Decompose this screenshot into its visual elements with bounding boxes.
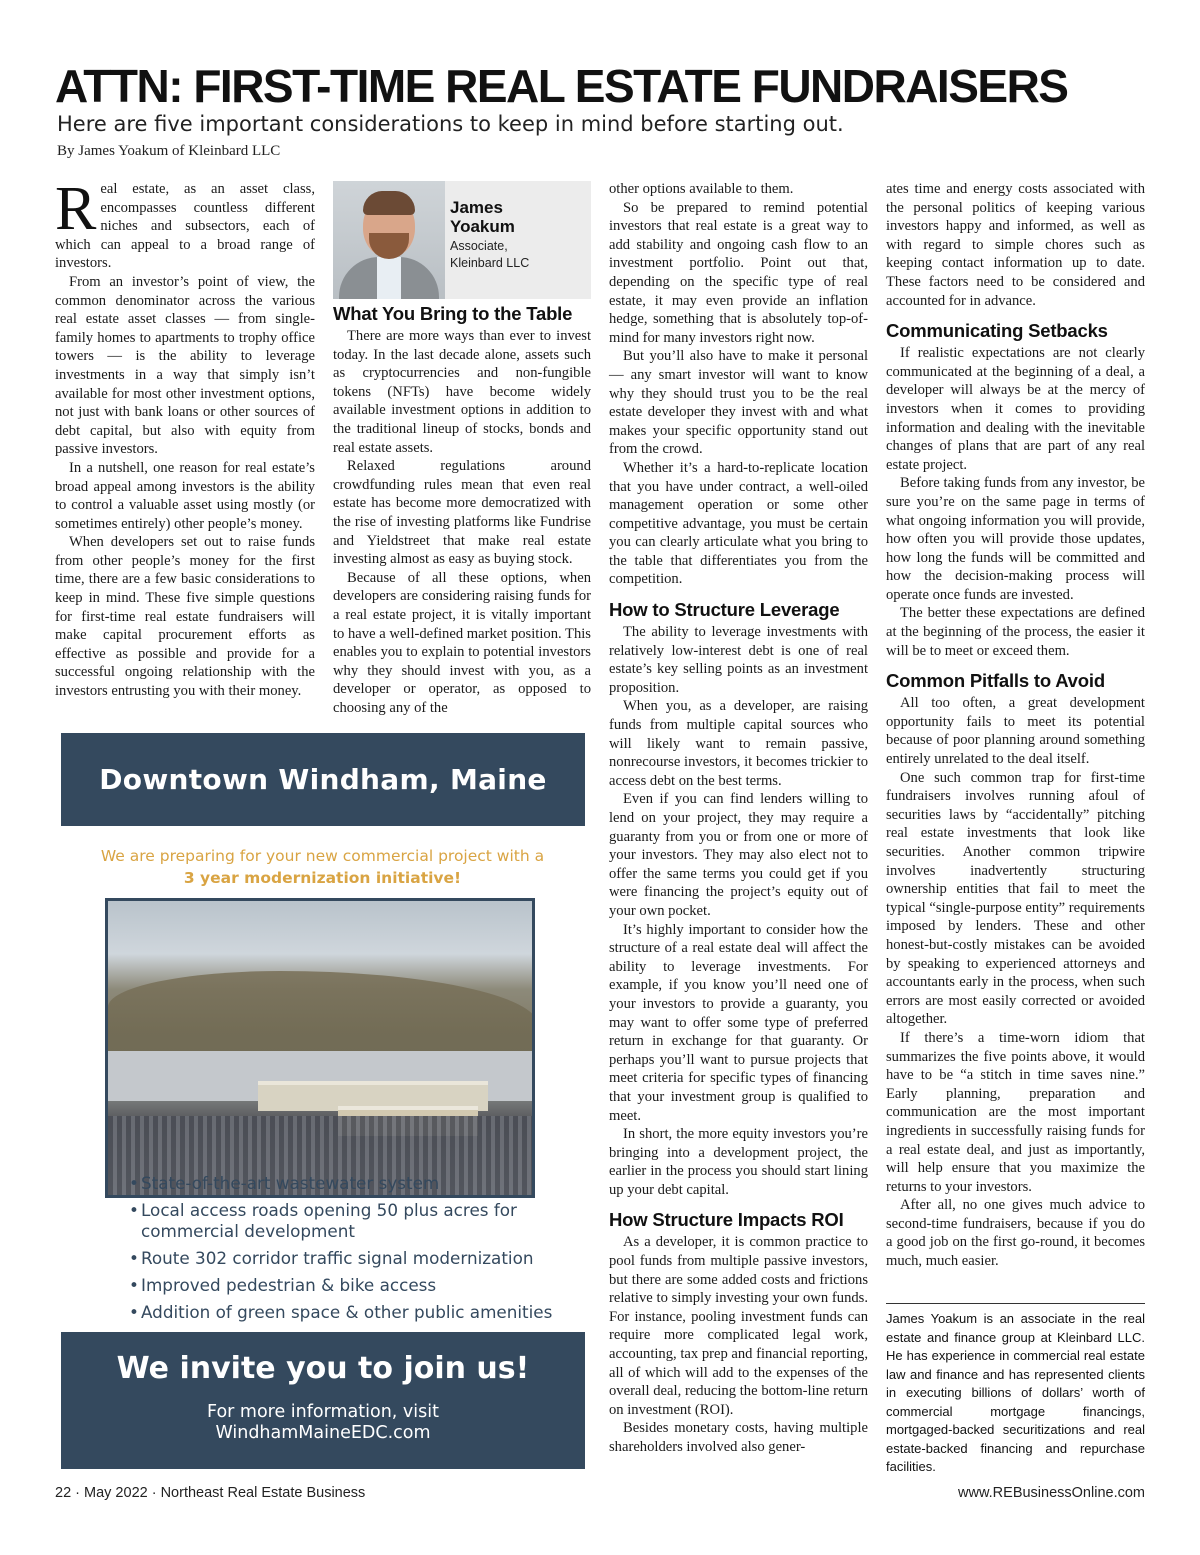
- column-4: [886, 180, 1145, 1271]
- ad-invite-text: We invite you to join us!: [116, 1351, 530, 1386]
- bullet-icon: •: [129, 1302, 139, 1322]
- ad-title: Downtown Windham, Maine: [99, 763, 547, 796]
- author-title: Associate, Kleinbard LLC: [450, 239, 530, 270]
- paragraph: If realistic expectations are not clearly communicated at the beginning of a deal, a developer will always be at the mercy of investors when it comes to providing information and dealing with the inevitable changes of plans that are part of any real estate project.: [886, 345, 1145, 473]
- paragraph: There are more ways than ever to invest today. In the last decade alone, assets such as cryptocurrencies and non-fungible tokens (NFTs) have become widely available investment options in addition to the traditional lineup of stocks, bonds and real estate assets.: [333, 328, 591, 456]
- paragraph: So be prepared to remind potential investors that real estate is a great way to add stability and ongoing cash flow to an investment portfolio. Point out that, depending on the specific type of real estate, it may even provide an inflation hedge, something that is absolutely top-of-mind for many investors right now.: [609, 199, 868, 346]
- byline: By James Yoakum of Kleinbard LLC: [57, 143, 281, 159]
- column-3: [609, 180, 868, 1457]
- paragraph: But you’ll also have to make it personal — any smart investor will want to know why they should trust you to be the real estate developer they invest with and what makes your specific opportunity stand out from the crowd.: [609, 348, 868, 458]
- paragraph: It’s highly important to consider how the structure of a real estate deal will affect the ability to leverage investments. For example, if you know you’ll need one of your investors to provide a guaranty, you may want to offer some type of preferred return in exchange for that guaranty. Or perhaps you’ll want to pursue projects that meet criteria for specific types of financing that your investment group is qualified to meet.: [609, 921, 868, 1124]
- bullet-icon: •: [129, 1173, 139, 1193]
- paragraph: The ability to leverage investments with relatively low-interest debt is one of real estate’s key selling points as an investment proposition.: [609, 624, 868, 696]
- paragraph: The better these expectations are defined at the beginning of the process, the easier it will be to meet or exceed them.: [886, 605, 1145, 659]
- intro-paragraph: Real estate, as an asset class, encompasses countless different niches and subsectors, each of which can appeal to a broad range of investors.: [55, 175, 315, 272]
- paragraph: One such common trap for first-time fundraisers involves running afoul of securities laws by “accidentally” pitching real estate investments that look like securities. Another common tripwire involves inadvertently structuring ownership entities that fail to meet the typical “single-purpose entity” requirements imposed by lenders. These and other honest-but-costly mistakes can be avoided by speaking to experienced attorneys and accountants early in the process, when such errors are most easily corrected or avoided altogether.: [886, 769, 1145, 1028]
- paragraph: If there’s a time-worn idiom that summarizes the five points above, it would have to be “a stitch in time saves nine.” Early planning, preparation and communication are the most important ingredients in successfully raising funds for a real estate deal, and just as importantly, will help ensure that you maximize the returns to your investors.: [886, 1029, 1145, 1195]
- paragraph: Because of all these options, when developers are considering raising funds for a real estate project, it is vitally important to have a well-defined market position. This enables you to explain to potential investors why they should invest with you, as a developer or operator, as opposed to choosing any of the: [333, 569, 591, 716]
- windham-advertisement[interactable]: [57, 733, 588, 1473]
- list-item: • Route 302 corridor traffic signal modernization: [129, 1248, 534, 1268]
- paragraph: Even if you can find lenders willing to lend on your project, they may require a guaranty from you or from one or more of your investors. They may also elect not to offer the same terms you could get if you were financing the project’s equity out of your own pocket.: [609, 791, 868, 919]
- bullet-icon: •: [129, 1200, 139, 1220]
- author-box: [333, 181, 591, 299]
- bullet-icon: •: [129, 1275, 139, 1295]
- author-bio: James Yoakum is an associate in the real estate and finance group at Kleinbard LLC. He has experience in commercial real estate law and finance and has represented clients in executing billions of dollars’ worth of commercial mortgage financings, mortgaged-backed securitizations and real estate-backed financing and repurchase facilities.: [886, 1311, 1145, 1474]
- headline: ATTN: FIRST-TIME REAL ESTATE FUNDRAISERS: [55, 60, 1068, 112]
- list-item: • Local access roads opening 50 plus acres for commercial development: [129, 1200, 517, 1241]
- list-item: • Addition of green space & other public amenities: [129, 1302, 553, 1322]
- aerial-photo: [105, 898, 535, 1198]
- author-name: James Yoakum: [450, 198, 515, 236]
- paragraph: Whether it’s a hard-to-replicate location that you have under contract, a well-oiled management operation or some other competitive advantage, you must be certain you can clearly articulate what you bring to the table that differentiates you from the competition.: [609, 459, 868, 588]
- section-heading: Communicating Setbacks: [886, 320, 1108, 342]
- column-2: [333, 303, 591, 717]
- author-photo: [333, 181, 445, 299]
- paragraph: From an investor’s point of view, the common denominator across the various real estate asset classes — from single-family homes to apartments to trophy office towers — is the ability to leverage investments in a way that simply isn’t available for most other investment options, not just with bank loans or other sources of debt capital, but also with equity from passive investors.: [55, 273, 315, 458]
- ad-website-link[interactable]: WindhamMaineEDC.com: [215, 1423, 431, 1443]
- ad-tagline: We are preparing for your new commercial project with a 3 year modernization initiative!: [100, 847, 545, 887]
- paragraph: Before taking funds from any investor, be sure you’re on the same page in terms of what ongoing information you will provide, how often you will provide those updates, how long the funds will be committed and how the decision-making process will operate once funds are invested.: [886, 475, 1145, 603]
- paragraph: In a nutshell, one reason for real estate’s broad appeal among investors is the ability to control a valuable asset using mostly (or sometimes entirely) other people’s money.: [55, 459, 315, 532]
- paragraph: Besides monetary costs, having multiple shareholders involved also gener-: [609, 1420, 868, 1455]
- bio-divider: [886, 1303, 1145, 1304]
- paragraph: All too often, a great development opportunity fails to meet its potential because of poor planning around something entirely unrelated to the deal itself.: [886, 695, 1145, 768]
- drop-cap: R: [55, 175, 97, 243]
- paragraph: As a developer, it is common practice to pool funds from multiple passive investors, but there are some added costs and frictions relative to simply investing your own funds. For instance, pooling investment funds can require more complicated legal work, accounting, tax prep and financial reporting, all of which will add to the expenses of the overall deal, reducing the bottom-line return on investment (ROI).: [609, 1234, 868, 1418]
- ad-feature-list: [129, 1173, 579, 1356]
- bullet-icon: •: [129, 1248, 139, 1268]
- subhead: Here are five important considerations to keep in mind before starting out.: [57, 112, 844, 136]
- paragraph: ates time and energy costs associated with the personal politics of keeping various investors happy and informed, as well as with regard to simple chores such as keeping contact information up to date. These factors need to be considered and accounted for in advance.: [886, 181, 1145, 309]
- paragraph: When you, as a developer, are raising funds from multiple capital sources who will likely want to remain passive, nonrecourse investors, it becomes trickier to access debt on the best terms.: [609, 698, 868, 789]
- paragraph: In short, the more equity investors you’re bringing into a development project, the earlier in the process you should start lining up your debt capital.: [609, 1126, 868, 1198]
- footer-website[interactable]: www.REBusinessOnline.com: [958, 1485, 1145, 1501]
- paragraph: Relaxed regulations around crowdfunding rules mean that even real estate has become more democratized with the rise of investing platforms like Fundrise and Yieldstreet that make real estate investing almost as easy as buying stock.: [333, 458, 591, 568]
- section-heading: How Structure Impacts ROI: [609, 1209, 844, 1231]
- footer-page-info: 22 · May 2022 · Northeast Real Estate Business: [55, 1485, 366, 1501]
- section-heading: Common Pitfalls to Avoid: [886, 670, 1105, 692]
- paragraph: After all, no one gives much advice to second-time fundraisers, because if you do a good job on the first go-round, it becomes much, much easier.: [886, 1197, 1145, 1270]
- ad-title-banner: [61, 733, 585, 826]
- list-item: • Improved pedestrian & bike access: [129, 1275, 437, 1295]
- column-1: [55, 175, 315, 701]
- paragraph: other options available to them.: [609, 181, 794, 197]
- list-item: • State-of-the-art wastewater system: [129, 1173, 440, 1193]
- section-heading: How to Structure Leverage: [609, 599, 840, 621]
- section-heading: What You Bring to the Table: [333, 303, 573, 324]
- paragraph: When developers set out to raise funds from other people’s money for the first time, there are a few basic considerations to keep in mind. These five simple questions for first-time real estate fundraisers will make capital procurement efforts as effective as possible and provide for a successful ongoing relationship with the investors entrusting you with their money.: [55, 534, 315, 700]
- ad-info-text: For more information, visit WindhamMaineEDC.com: [61, 1402, 585, 1444]
- ad-invite-banner: [61, 1332, 585, 1469]
